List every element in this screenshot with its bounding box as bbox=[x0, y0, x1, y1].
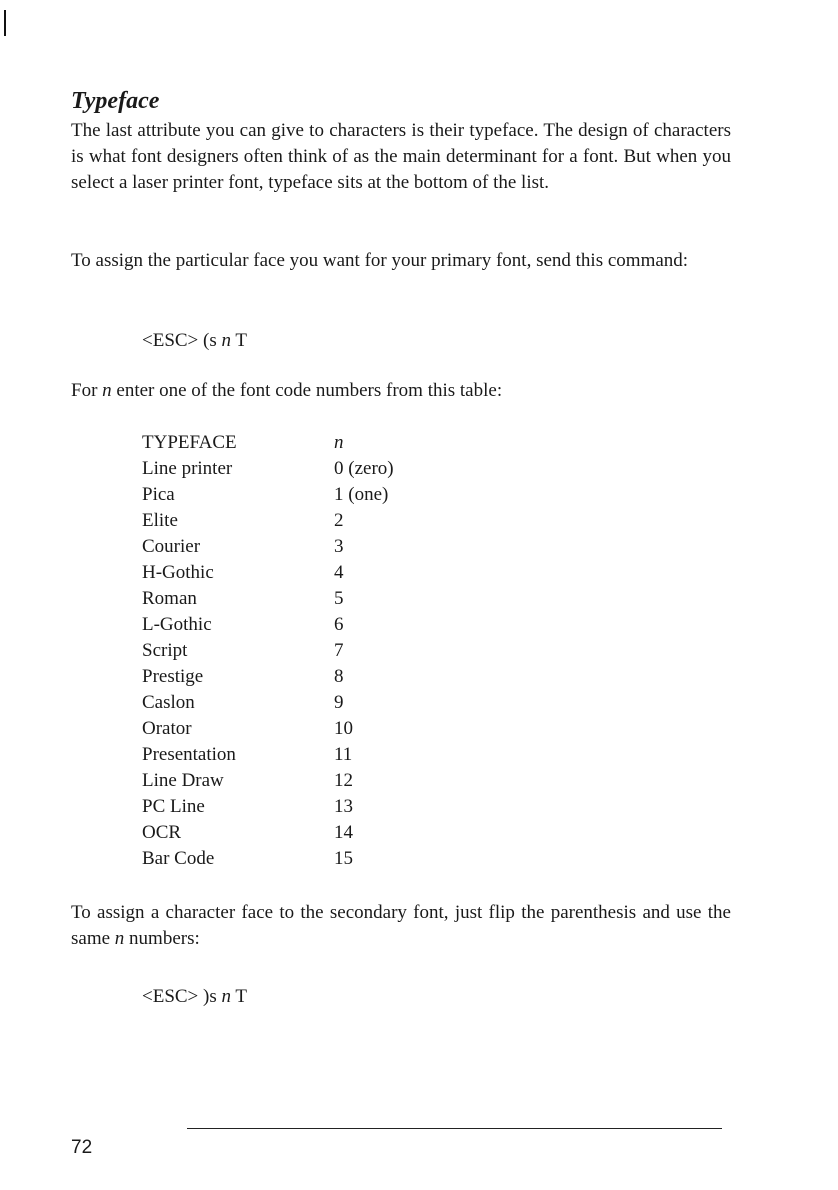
table-row bbox=[142, 690, 534, 716]
font-code-cell: 9 bbox=[334, 692, 344, 713]
table-row bbox=[142, 768, 534, 794]
for-n-paragraph bbox=[71, 378, 731, 404]
primary-command-prefix: <ESC> (s bbox=[142, 330, 222, 351]
table-body bbox=[142, 456, 534, 872]
secondary-command-suffix: T bbox=[231, 986, 248, 1007]
font-code-cell: 6 bbox=[334, 614, 344, 635]
secondary-after: numbers: bbox=[124, 928, 200, 949]
typeface-name-cell: Line printer bbox=[142, 458, 233, 479]
secondary-paragraph bbox=[71, 900, 731, 952]
table-row bbox=[142, 560, 534, 586]
table-row bbox=[142, 482, 534, 508]
table-row bbox=[142, 534, 534, 560]
typeface-name-cell: Bar Code bbox=[142, 848, 215, 869]
secondary-before: To assign a character face to the secondary font, just flip the parenthesis and use the same bbox=[71, 902, 731, 949]
table-row bbox=[142, 638, 534, 664]
primary-command bbox=[142, 328, 247, 354]
typeface-name-cell: Presentation bbox=[142, 744, 236, 765]
table-row bbox=[142, 664, 534, 690]
table-header-n: n bbox=[334, 432, 344, 453]
font-code-cell: 1 (one) bbox=[334, 484, 389, 505]
typeface-name-cell: Script bbox=[142, 640, 188, 661]
font-code-cell: 3 bbox=[334, 536, 344, 557]
typeface-name-cell: Line Draw bbox=[142, 770, 224, 791]
typeface-table bbox=[142, 430, 534, 872]
assign-paragraph: To assign the particular face you want for your primary font, send this command: bbox=[71, 250, 689, 271]
table-header-typeface: TYPEFACE bbox=[142, 432, 237, 453]
table-row bbox=[142, 794, 534, 820]
typeface-name-cell: H-Gothic bbox=[142, 562, 214, 583]
typeface-name-cell: Prestige bbox=[142, 666, 204, 687]
font-code-cell: 4 bbox=[334, 562, 344, 583]
table-row bbox=[142, 846, 534, 872]
typeface-name-cell: Orator bbox=[142, 718, 192, 739]
margin-mark bbox=[4, 10, 6, 36]
intro-paragraph: The last attribute you can give to characters is their typeface. The design of characters is what font designers often think of as the main determinant for a font. But when you select a laser printer font, typeface sits at the bottom of the list. bbox=[71, 120, 731, 193]
font-code-cell: 2 bbox=[334, 510, 344, 531]
typeface-name-cell: Roman bbox=[142, 588, 197, 609]
typeface-name-cell: PC Line bbox=[142, 796, 205, 817]
typeface-name-cell: OCR bbox=[142, 822, 182, 843]
page-number: 72 bbox=[71, 1137, 93, 1158]
table-row bbox=[142, 508, 534, 534]
typeface-name-cell: Courier bbox=[142, 536, 201, 557]
for-n-after: enter one of the font code numbers from this table: bbox=[111, 380, 503, 401]
section-heading: Typeface bbox=[71, 88, 160, 114]
primary-command-variable: n bbox=[221, 330, 231, 351]
typeface-name-cell: Caslon bbox=[142, 692, 195, 713]
font-code-cell: 7 bbox=[334, 640, 344, 661]
font-code-cell: 13 bbox=[334, 796, 353, 817]
font-code-cell: 15 bbox=[334, 848, 353, 869]
for-n-variable: n bbox=[102, 380, 112, 401]
secondary-variable: n bbox=[114, 928, 125, 949]
secondary-command-prefix: <ESC> )s bbox=[142, 986, 222, 1007]
table-row bbox=[142, 586, 534, 612]
font-code-cell: 14 bbox=[334, 822, 353, 843]
font-code-cell: 5 bbox=[334, 588, 344, 609]
secondary-command-variable: n bbox=[221, 986, 231, 1007]
typeface-name-cell: L-Gothic bbox=[142, 614, 212, 635]
font-code-cell: 8 bbox=[334, 666, 344, 687]
font-code-cell: 12 bbox=[334, 770, 353, 791]
footer-rule bbox=[187, 1128, 722, 1129]
font-code-cell: 11 bbox=[334, 744, 353, 765]
table-row bbox=[142, 456, 534, 482]
table-header-row bbox=[142, 430, 534, 456]
table-row bbox=[142, 612, 534, 638]
font-code-cell: 0 (zero) bbox=[334, 458, 394, 479]
typeface-name-cell: Pica bbox=[142, 484, 175, 505]
table-row bbox=[142, 742, 534, 768]
table-row bbox=[142, 716, 534, 742]
secondary-command bbox=[142, 984, 247, 1010]
primary-command-suffix: T bbox=[231, 330, 248, 351]
font-code-cell: 10 bbox=[334, 718, 353, 739]
for-n-before: For bbox=[71, 380, 103, 401]
table-row bbox=[142, 820, 534, 846]
typeface-name-cell: Elite bbox=[142, 510, 178, 531]
